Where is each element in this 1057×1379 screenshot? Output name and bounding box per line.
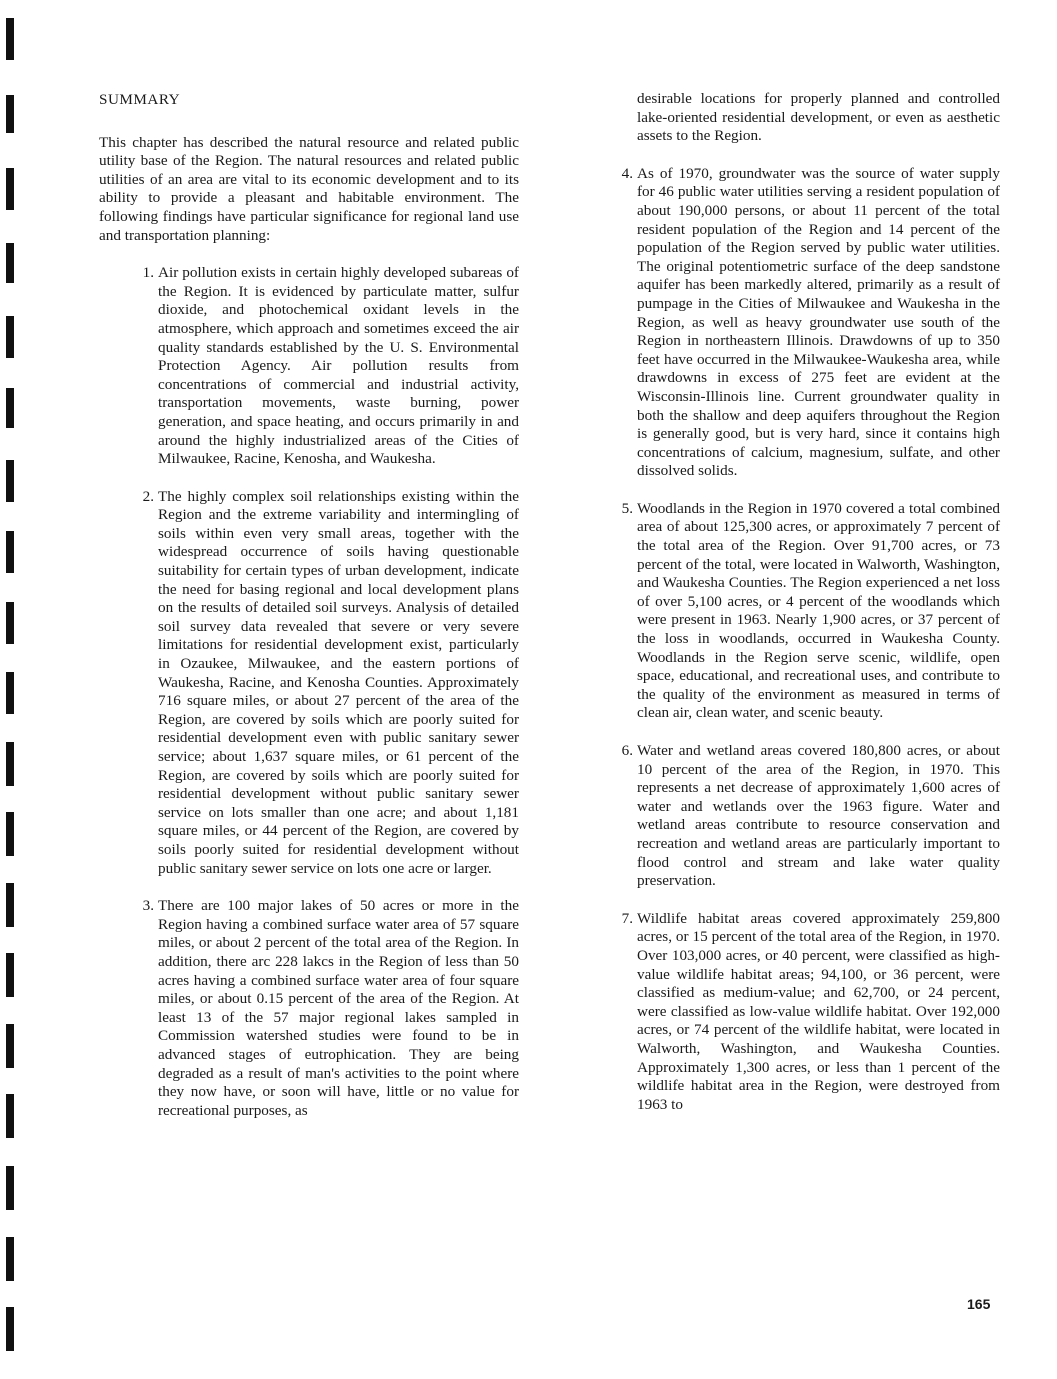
finding-number: 1. [142,264,154,282]
binding-mark [6,531,14,573]
binding-mark [6,883,14,927]
finding-text: The highly complex soil relationships existing within the Region and the extreme variability and intermingling of soils within even very small areas, together with the widespread occurrence of soils having questionable suitability for certain types of urban development, indicate the need for basing regional and local development plans on the results of detailed soil surveys. Analysis of detailed soil survey data revealed that severe or very severe limitations for residential development exist, particularly in Ozaukee, Milwaukee, and the eastern portions of Waukesha, Racine, and Kenosha Counties. Approximately 716 square miles, or about 27 percent of the area of the Region, are covered by soils which are poorly suited for residential development even with public sanitary sewer service; about 1,637 square miles, or 61 percent of the Region, are covered by soils which are poorly suited for residential development without public sanitary sewer service on lots smaller than one acre; and about 1,181 square miles, or 44 percent of the Region, are covered by soils poorly suited for residential development without public sanitary sewer service on lots one acre or larger. [158,487,519,877]
finding-number: 4. [621,164,633,182]
binding-mark [6,95,14,133]
finding-item [134,264,519,469]
binding-mark [6,1094,14,1138]
binding-mark [6,168,14,210]
finding-continuation: desirable locations for properly planned and controlled lake-oriented residential development, or even as aesthetic assets to the Region. [637,90,1000,145]
finding-number: 3. [142,897,154,915]
finding-item [134,897,519,1120]
finding-item [613,910,1000,1115]
finding-text: Woodlands in the Region in 1970 covered a total combined area of about 125,300 acres, or approximately 7 percent of the total area of the Region. Over 91,700 acres, or 73 percent of the total, were located in Walworth, Washington, and Waukesha Counties. The Region experienced a net loss of over 5,100 acres, or 4 percent of the woodlands which were present in 1963. Nearly 1,900 acres, or 37 percent of the loss in woodlands, occurred in Waukesha County. Woodlands in the Region serve scenic, wildlife, open space, educational, and recreational uses, and contribute to the quality of the environment as measured in terms of clean air, clean water, and scenic beauty. [637,499,1000,722]
right-column [613,90,1000,1133]
binding-mark [6,316,14,358]
finding-number: 6. [621,742,633,759]
finding-item [613,500,1000,723]
binding-mark [6,388,14,428]
binding-mark [6,1307,14,1351]
binding-mark [6,18,14,60]
finding-text: Water and wetland areas covered 180,800 acres, or about 10 percent of the area of the Region, in 1970. This represents a net decrease of approximately 1,600 acres of water and wetlands over the 1963 figure. Water and wetland areas contribute to resource conservation and recreation and wetland areas are particularly important to flood control and stream and lake water quality preservation. [637,742,1000,890]
finding-number: 2. [142,487,154,505]
finding-item [613,165,1000,481]
binding-mark [6,672,14,714]
section-heading: SUMMARY [99,91,181,108]
finding-text: Wildlife habitat areas covered approximately 259,800 acres, or 15 percent of the total area of the Region, in 1970. Over 103,000 acres, or 40 percent, were classified as high-value wildlife habitat areas; 94,100, or 36 percent, were classified as medium-value; and 62,700, or 24 percent, were classified as low-value wildlife habitat. Over 192,000 acres, or 74 percent of the wildlife habitat, were located in Walworth, Washington, and Waukesha Counties. Approximately 1,300 acres, or less than 1 percent of the wildlife habitat area in the Region, were destroyed from 1963 to [637,909,1000,1113]
binding-mark [6,1024,14,1068]
finding-text: Air pollution exists in certain highly developed subareas of the Region. It is evidenced by particulate matter, sulfur dioxide, and photochemical oxidant levels in the atmosphere, which approach and sometimes exceed the air quality standards established by the U. S. Environmental Protection Agency. Air pollution results from concentrations of commercial and industrial activity, transportation movements, waste burning, power generation, and space heating, and occurs primarily in and around the highly industrialized areas of the Cities of Milwaukee, Racine, Kenosha, and Waukesha. [158,264,519,468]
page-number: 165 [967,1296,991,1312]
binding-mark [6,1237,14,1281]
finding-text: As of 1970, groundwater was the source of water supply for 46 public water utilities serving a resident population of about 190,000 persons, or about 11 percent of the total resident population of the Region and 14 percent of the population of the Region served by public water utilities. The original potentiometric surface of the deep sandstone aquifer has been markedly altered, primarily as a result of pumpage in the Cities of Milwaukee and Waukesha in the Region, as well as heavy groundwater use south of the Region in northeastern Illinois. Drawdowns of up to 350 feet have occurred in the Milwaukee-Waukesha area, while drawdowns in excess of 275 feet are evident at the Wisconsin-Illinois line. Current groundwater quality in both the shallow and deep aquifers throughout the Region is generally good, but is very hard, since it contains high concentrations of calcium, magnesium, sulfate, and other dissolved solids. [637,164,1000,480]
left-column [99,91,519,1139]
finding-item [134,488,519,878]
finding-number: 7. [621,909,633,927]
binding-mark [6,602,14,644]
finding-item [613,742,1000,891]
binding-mark [6,812,14,856]
binding-mark [6,742,14,786]
binding-mark [6,460,14,502]
finding-text: There are 100 major lakes of 50 acres or more in the Region having a combined surface water area of 57 square miles, or about 2 percent of the total area of the Region. In addition, there arc 228 lakcs in the Region of less than 50 acres having a combined surface water area of four square miles, or about 0.15 percent of the area of the Region. At least 13 of the 57 major regional lakes sampled in Commission watershed studies were found to be in advanced stages of eutrophication. They are being degraded as a result of man's activities to the point where they now have, or soon will have, little or no value for recreational purposes, as [158,897,519,1119]
finding-number: 5. [621,499,633,517]
binding-mark [6,1166,14,1210]
intro-paragraph: This chapter has described the natural resource and related public utility base of the Region. The natural resources and related public utilities of an area are vital to its economic development and to its ability to provide a pleasant and habitable environment. The following findings have particular significance for regional land use and transportation planning: [99,133,519,244]
binding-mark [6,953,14,997]
binding-mark [6,243,14,283]
